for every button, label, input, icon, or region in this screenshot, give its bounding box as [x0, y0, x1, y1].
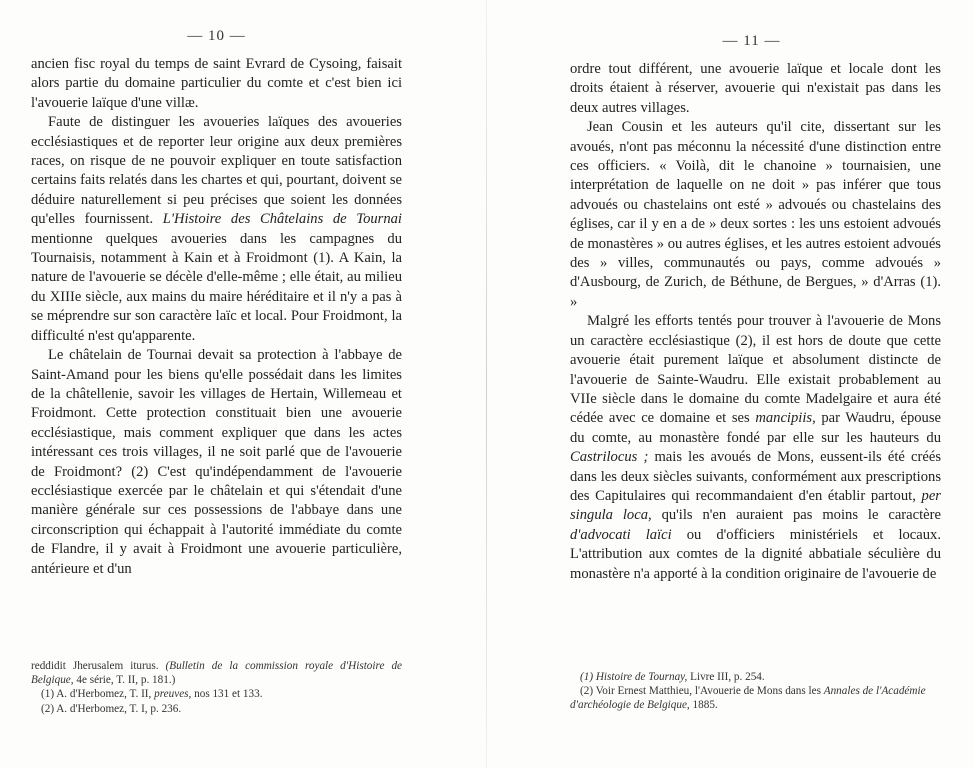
footnote-2 — [570, 684, 941, 712]
left-page-body — [31, 55, 402, 579]
italic-run: d'advocati laïci — [570, 526, 672, 543]
page-number-11: — 11 — — [722, 33, 781, 49]
right-page-body — [570, 60, 941, 584]
text-run: par Waudru, épouse du comte, au monastère fondé par elle sur les hauteurs du — [570, 410, 941, 446]
text-run: (1) A. d'Herbomez, T. II, — [41, 688, 152, 701]
footnote-continuation — [31, 659, 402, 687]
text-run: Livre III, p. 254. — [690, 671, 765, 683]
italic-run: Castrilocus ; — [570, 449, 649, 466]
book-gutter — [486, 0, 487, 768]
text-run: (2) Voir Ernest Matthieu, l'Avouerie de Mons dans les — [580, 685, 821, 698]
journal-title: (Bulletin de la commission royale d'Histoire de Belgique, — [31, 660, 403, 687]
footnote-1 — [570, 670, 941, 684]
italic-run: preuves, — [154, 688, 192, 701]
paragraph: Le châtelain de Tournai devait sa protection à l'abbaye de Saint-Amand pour les biens qu'elle possédait dans les limites de la châtellenie, savoir les villages de Hertain, Willemeau et Froidmont. Cette protection constituait bien une avouerie ecclésiastique, mais comment expliquer que dans les actes intéressant ces trois villages, il ne soit parlé que de l'avouerie de Froidmont? (2) C'est qu'indépendamment de l'avouerie ecclésiastique exercée par le châtelain et qui s'étendait d'une manière générale sur ces possessions de l'abbaye dans une circonscription qui échappait à l'autorité immédiate du comte de Flandre, il y avait à Froidmont une avouerie particulière, antérieure et d'un — [31, 347, 402, 577]
text-run: mentionne quelques avoueries dans les campagnes du Tournaisis, notamment à Kain et à Froidmont (1). A Kain, la nature de l'avouerie se décèle d'elle-même ; elle était, au milieu du XIIIe siècle, aux mains du maire héréditaire et il n'y a pas à se méprendre sur son caractère laïc et local. Pour Froidmont, la difficulté n'est qu'apparente. — [31, 230, 402, 344]
text-run: 1885. — [692, 699, 718, 712]
text-run: qu'ils n'en auraient pas moins le caractère — [661, 507, 941, 524]
text-run: mais les avoués de Mons, eussent-ils été créés dans les deux siècles suivants, conformément aux prescriptions des Capitulaires qui recommandaient d'en établir partout, — [570, 449, 941, 504]
text-run: 4e série, T. II, p. 181.) — [76, 674, 176, 687]
footnote-1 — [31, 687, 402, 701]
italic-run: per singula loca, — [570, 487, 941, 524]
text-run: Faute de distinguer les avoueries laïques des avoueries ecclésiastiques et de reporter leur origine aux deux premières races, on risque de ne pouvoir expliquer en toute satisfaction certains faits relatés dans les chartes et qui, pourtant, doivent se déduire naturellement si peu précises que soient les données qu'elles fournissent. — [31, 114, 402, 228]
journal-title: Annales de l'Académie d'archéologie de Belgique, — [570, 685, 926, 712]
book-title: (1) Histoire de Tournay, — [580, 671, 688, 683]
text-run: ou d'officiers ministériels et locaux. L'attribution aux comtes de la dignité abbatiale séculière du monastère n'a apporté à la condition originaire de l'avouerie de — [570, 526, 941, 582]
paragraph: ancien fisc royal du temps de saint Evrard de Cysoing, faisait alors partie du domaine particulier du comte et c'est bien ici l'avouerie laïque d'une villæ. — [31, 56, 402, 111]
page-number-10: — 10 — — [187, 28, 246, 44]
text-run: nos 131 et 133. — [194, 688, 263, 701]
footnote-2: (2) A. d'Herbomez, T. I, p. 236. — [41, 702, 182, 715]
right-page — [570, 0, 941, 768]
italic-run: mancipiis, — [755, 410, 816, 427]
text-run: Malgré les efforts tentés pour trouver à l'avouerie de Mons un caractère ecclésiastique (2), il est hors de doute que cette avouerie était purement laïque et absolument distincte de l'avouerie de Sainte-Waudru. Elle existait probablement au VIIe siècle dans le domaine du comte Madelgaire et aura été cédée avec ce domaine et ses — [570, 313, 941, 427]
left-page — [31, 0, 402, 768]
paragraph: Jean Cousin et les auteurs qu'il cite, dissertant sur les avoués, n'ont pas méconnu la nécessité d'une distinction entre ces officiers. « Voilà, dit le chanoine » tournaisien, une interprétation de laquelle on ne doit » pas inférer que tous advoués ou chastelains ont esté » advoués ou chastelains des églises, car il y en a de » deux sortes : les uns estoient advoués de monastères » ou autres églises, et les autres estoient advoués des » villes, communautés ou pays, comme advoués » d'Ausbourg, de Zurich, de Béthune, de Bergues, » d'Arras (1). » — [570, 119, 941, 310]
right-page-footnotes — [570, 670, 941, 713]
book-title: L'Histoire des Châtelains de Tournai — [162, 211, 402, 228]
paragraph: ordre tout différent, une avouerie laïque et locale dont les droits étaient à réserver, avouerie qui n'existait pas dans les deux autres villages. — [570, 61, 941, 116]
paragraph — [570, 312, 941, 584]
paragraph — [31, 113, 402, 346]
text-run: reddidit Jherusalem iturus. — [31, 660, 159, 672]
left-page-footnotes — [31, 659, 402, 716]
